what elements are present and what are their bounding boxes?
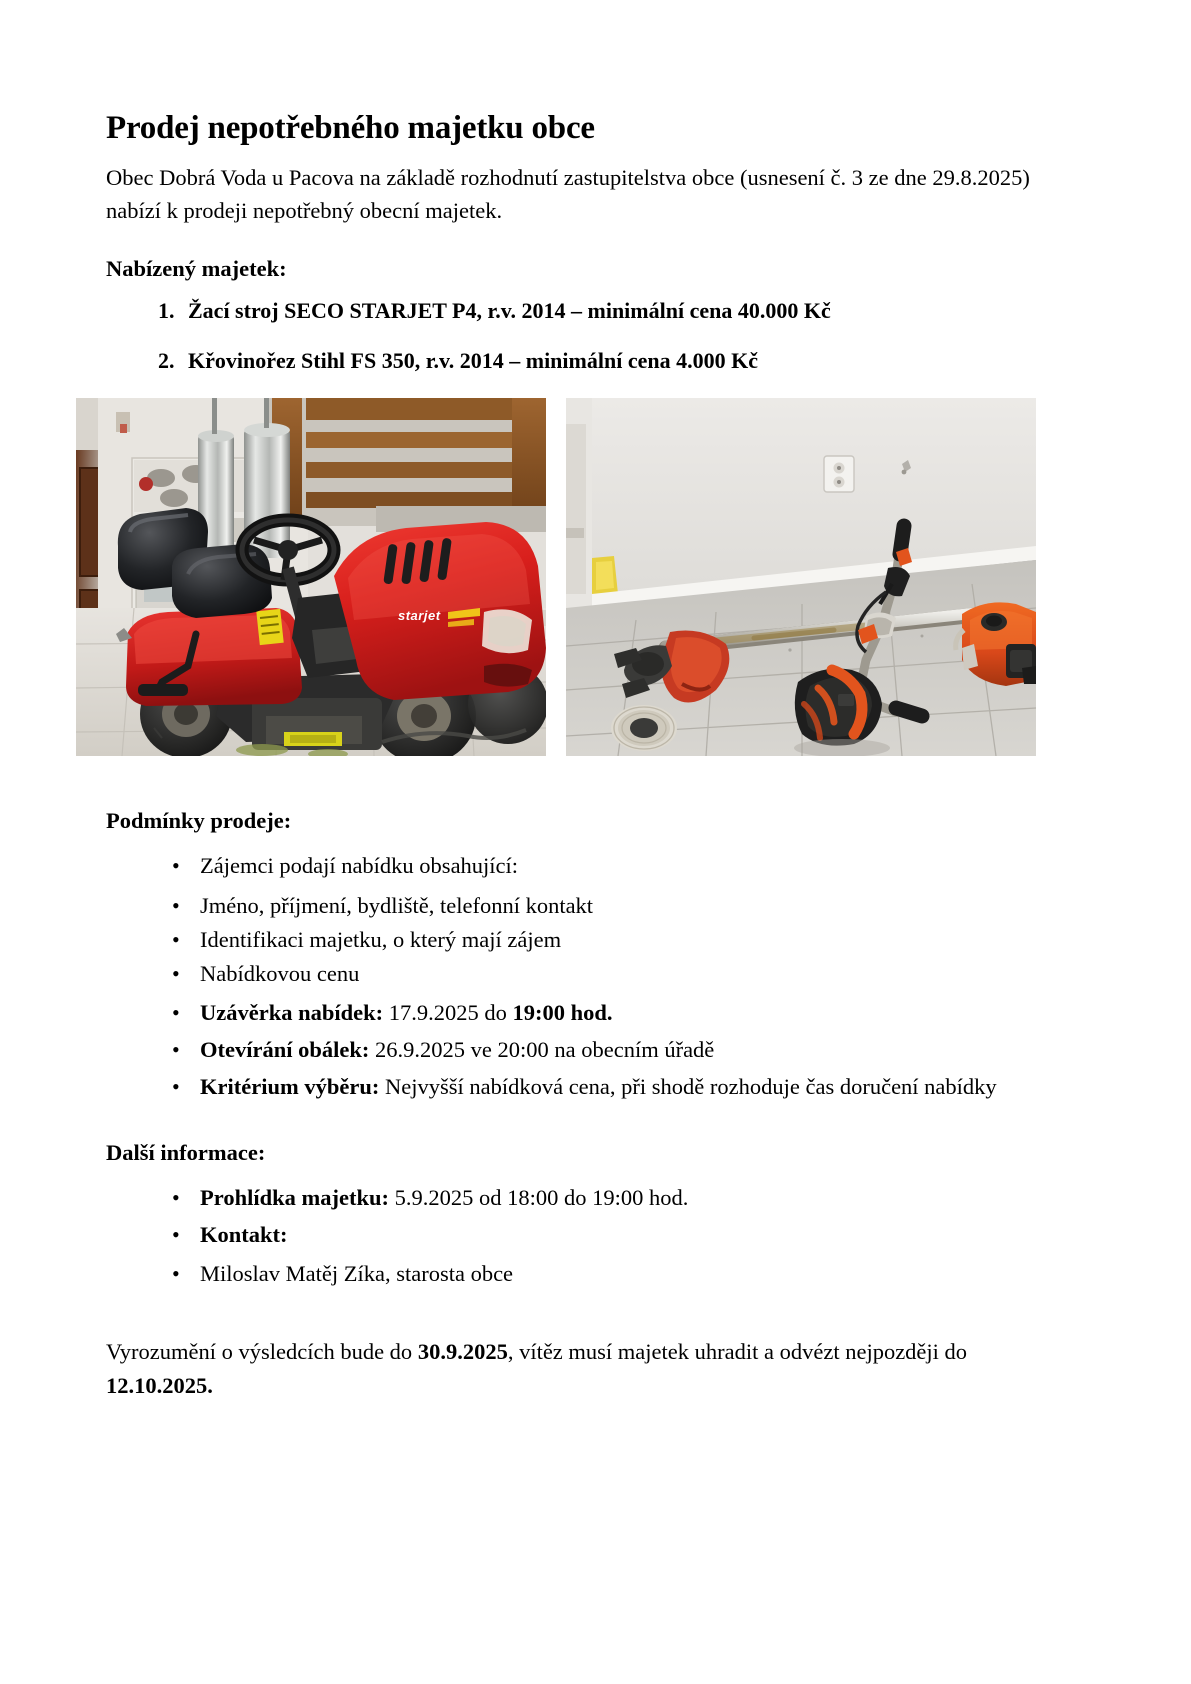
mower-illustration <box>76 398 546 756</box>
bid-content-text: Identifikaci majetku, o který mají zájem <box>200 926 562 952</box>
bullet-glyph: • <box>172 1184 180 1210</box>
conditions-list <box>106 849 1086 883</box>
more-info-heading: Další informace: <box>106 1139 266 1165</box>
mower-brand-text: starjet <box>398 608 441 624</box>
criterion-value: Nejvyšší nabídková cena, při shodě rozhoduje čas doručení nabídky <box>379 1073 997 1099</box>
bid-content-text: Nabídkovou cenu <box>200 960 360 986</box>
conditions-detail-list <box>106 996 1086 1103</box>
closing-date-handover: 12.10.2025. <box>106 1372 213 1398</box>
document-content <box>106 110 1086 1403</box>
bullet-glyph: • <box>172 1000 180 1026</box>
criterion-label: Kritérium výběru: <box>200 1073 380 1099</box>
closing-paragraph <box>106 1335 1066 1403</box>
contact-person-text: Miloslav Matěj Zíka, starosta obce <box>200 1261 514 1287</box>
opening-value: 26.9.2025 ve 20:00 na obecním úřadě <box>369 1037 715 1063</box>
more-info-section <box>106 1138 1086 1292</box>
closing-date-result: 30.9.2025 <box>417 1339 508 1365</box>
photo-gallery <box>76 398 1086 756</box>
list-item <box>172 1257 1086 1291</box>
conditions-section <box>106 806 1086 1104</box>
bullet-glyph: • <box>172 1221 180 1247</box>
deadline-time: 19:00 hod. <box>512 1000 613 1026</box>
intro-paragraph: Obec Dobrá Voda u Pacova na základě rozhodnutí zastupitelstva obce (usnesení č. 3 ze dne 29.8.2025) nabízí k prodeji nepotřebný obecní majetek. <box>106 164 1030 223</box>
bid-content-text: Jméno, příjmení, bydliště, telefonní kontakt <box>200 893 594 919</box>
list-item: 1. Žací stroj SECO STARJET P4, r.v. 2014 – minimální cena 40.000 Kč <box>180 297 1086 326</box>
list-item-criterion <box>172 1070 1086 1104</box>
bullet-glyph: • <box>172 1037 180 1063</box>
closing-part1: Vyrozumění o výsledcích bude do <box>106 1339 418 1365</box>
list-item-viewing <box>172 1181 1086 1215</box>
offered-assets-list <box>106 297 1086 376</box>
deadline-date: 17.9.2025 do <box>383 1000 513 1026</box>
more-info-list <box>106 1181 1086 1252</box>
list-item-opening <box>172 1033 1086 1067</box>
list-item-deadline <box>172 996 1086 1030</box>
closing-part2: , vítěz musí majetek uhradit a odvézt nejpozději do <box>507 1339 968 1365</box>
bullet-glyph: • <box>172 1073 180 1099</box>
viewing-value: 5.9.2025 od 18:00 do 19:00 hod. <box>388 1184 689 1210</box>
list-item <box>172 957 1086 991</box>
photo-brushcutter <box>566 398 1036 756</box>
deadline-label: Uzávěrka nabídek: <box>200 1000 384 1026</box>
conditions-heading: Podmínky prodeje: <box>106 808 292 834</box>
list-item <box>172 889 1086 923</box>
offered-assets-heading: Nabízený majetek: <box>106 255 287 281</box>
bid-contents-list <box>106 889 1086 990</box>
viewing-label: Prohlídka majetku: <box>200 1184 389 1210</box>
bullet-glyph: • <box>172 1261 180 1287</box>
list-item <box>172 923 1086 957</box>
photo-mower <box>76 398 546 756</box>
bullet-glyph: • <box>172 853 180 879</box>
contact-label: Kontakt: <box>200 1221 288 1247</box>
list-item-bid-intro <box>172 849 1086 883</box>
brushcutter-illustration <box>566 398 1036 756</box>
page-title: Prodej nepotřebného majetku obce <box>106 110 595 146</box>
list-item: 2. Křovinořez Stihl FS 350, r.v. 2014 – minimální cena 4.000 Kč <box>180 347 1086 376</box>
bid-intro-text: Zájemci podají nabídku obsahující: <box>200 853 519 879</box>
bullet-glyph: • <box>172 893 180 919</box>
list-item-contact <box>172 1218 1086 1252</box>
opening-label: Otevírání obálek: <box>200 1037 370 1063</box>
contact-person-list <box>106 1257 1086 1291</box>
bullet-glyph: • <box>172 926 180 952</box>
bullet-glyph: • <box>172 960 180 986</box>
